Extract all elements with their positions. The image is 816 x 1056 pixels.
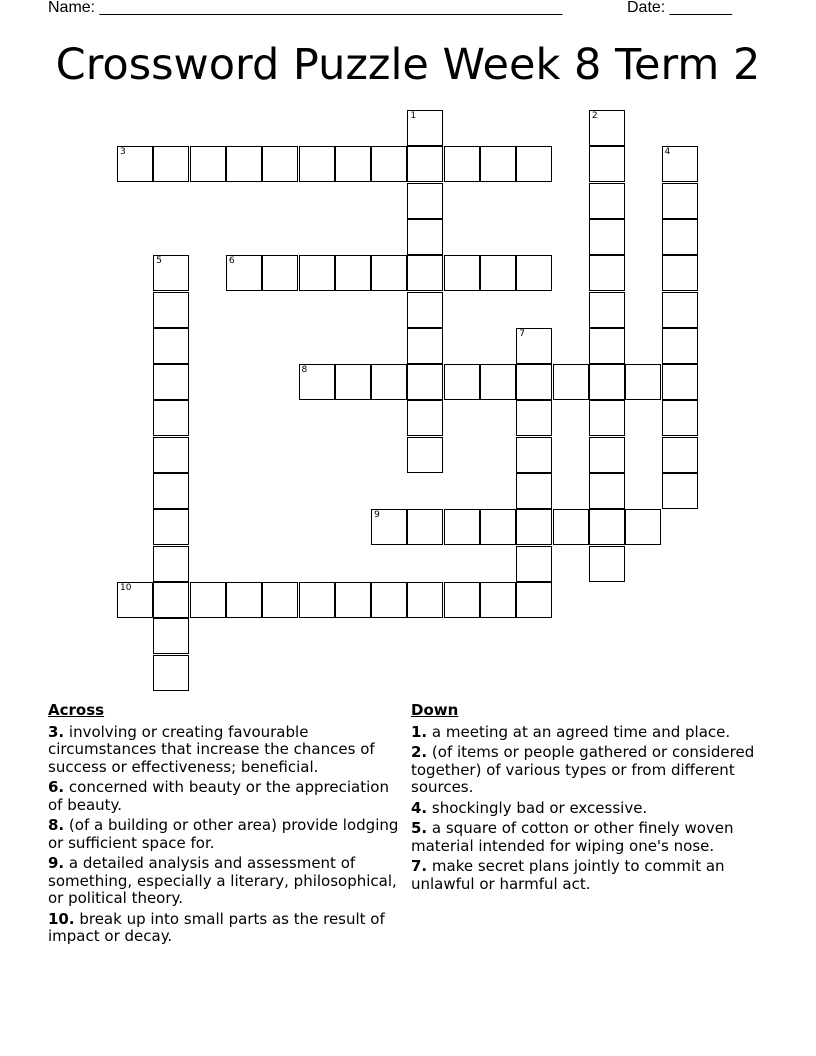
grid-cell[interactable] — [335, 364, 371, 400]
across-clue — [48, 724, 400, 777]
grid-cell[interactable] — [662, 364, 698, 400]
grid-cell[interactable] — [589, 183, 625, 219]
date-field[interactable]: Date: _______ — [627, 0, 732, 16]
grid-cell[interactable] — [371, 255, 407, 291]
grid-cell[interactable] — [589, 292, 625, 328]
clue-text: shockingly bad or excessive. — [427, 798, 648, 817]
clue-number: 4 — [664, 147, 671, 158]
grid-cell[interactable] — [407, 437, 443, 473]
clue-number: 2. — [411, 743, 428, 761]
down-clue — [411, 724, 763, 742]
grid-cell[interactable] — [371, 582, 407, 618]
clue-number: 6. — [48, 778, 65, 796]
grid-cell[interactable] — [444, 364, 480, 400]
down-clue — [411, 800, 763, 818]
clue-text: a square of cotton or other finely woven material intended for wiping one's nose. — [411, 819, 734, 855]
grid-cell[interactable] — [371, 146, 407, 182]
grid-cell[interactable] — [662, 255, 698, 291]
grid-cell[interactable] — [299, 582, 335, 618]
grid-cell[interactable] — [516, 328, 552, 364]
across-clue — [48, 855, 400, 908]
clue-text: a meeting at an agreed time and place. — [427, 722, 731, 741]
grid-cell[interactable] — [480, 509, 516, 545]
grid-cell[interactable] — [190, 582, 226, 618]
grid-cell[interactable] — [299, 255, 335, 291]
grid-cell[interactable] — [480, 146, 516, 182]
grid-cell[interactable] — [444, 255, 480, 291]
clue-number: 2 — [591, 111, 598, 121]
grid-cell[interactable] — [662, 328, 698, 364]
grid-cell[interactable] — [589, 255, 625, 291]
grid-cell[interactable] — [226, 582, 262, 618]
grid-cell[interactable] — [516, 146, 552, 182]
grid-cell[interactable] — [589, 473, 625, 509]
across-clues — [48, 702, 400, 949]
clue-number: 1 — [410, 111, 417, 121]
clue-text: break up into small parts as the result of impact or decay. — [48, 909, 385, 945]
grid-cell[interactable] — [407, 183, 443, 219]
grid-cell[interactable] — [589, 328, 625, 364]
grid-cell[interactable] — [589, 219, 625, 255]
page-title: Crossword Puzzle Week 8 Term 2 — [55, 40, 761, 90]
down-clue — [411, 744, 763, 797]
clue-text: (of items or people gathered or considered together) of various types or from different sources. — [411, 743, 755, 796]
clue-number: 3. — [48, 722, 65, 741]
grid-cell[interactable] — [662, 219, 698, 255]
grid-cell[interactable] — [480, 255, 516, 291]
grid-cell[interactable] — [407, 400, 443, 436]
grid-cell[interactable] — [335, 255, 371, 291]
clue-number: 10 — [120, 582, 132, 593]
grid-cell[interactable] — [516, 364, 552, 400]
grid-cell[interactable] — [444, 146, 480, 182]
grid-cell[interactable] — [589, 146, 625, 182]
grid-cell[interactable] — [589, 509, 625, 545]
grid-cell[interactable] — [153, 328, 189, 364]
grid-cell[interactable] — [516, 473, 552, 509]
grid-cell[interactable] — [153, 655, 189, 691]
clue-text: concerned with beauty or the appreciation of beauty. — [48, 778, 389, 814]
grid-cell[interactable] — [117, 146, 153, 182]
grid-cell[interactable] — [335, 146, 371, 182]
grid-cell[interactable] — [407, 110, 443, 146]
grid-cell[interactable] — [516, 509, 552, 545]
grid-cell[interactable] — [516, 255, 552, 291]
grid-cell[interactable] — [226, 146, 262, 182]
clue-number: 6 — [228, 256, 235, 267]
grid-cell[interactable] — [153, 255, 189, 291]
grid-cell[interactable] — [407, 146, 443, 182]
clue-text: involving or creating favourable circumstances that increase the chances of success or effectiveness; beneficial. — [48, 722, 375, 776]
grid-cell[interactable] — [153, 546, 189, 582]
grid-cell[interactable] — [371, 509, 407, 545]
across-clue — [48, 817, 400, 852]
grid-cell[interactable] — [153, 364, 189, 400]
across-heading: Across — [48, 701, 105, 719]
grid-cell[interactable] — [444, 509, 480, 545]
grid-cell[interactable] — [407, 509, 443, 545]
grid-cell[interactable] — [371, 364, 407, 400]
grid-cell[interactable] — [662, 437, 698, 473]
grid-cell[interactable] — [262, 582, 298, 618]
across-clue — [48, 911, 400, 946]
grid-cell[interactable] — [662, 400, 698, 436]
clue-text: make secret plans jointly to commit an unlawful or harmful act. — [411, 857, 725, 893]
down-clue — [411, 858, 763, 893]
clue-number: 5. — [411, 819, 428, 837]
grid-cell[interactable] — [589, 364, 625, 400]
clue-text: a detailed analysis and assessment of something, especially a literary, philosophical, or political theory. — [48, 854, 397, 907]
grid-cell[interactable] — [407, 292, 443, 328]
grid-cell[interactable] — [407, 328, 443, 364]
clue-number: 7 — [519, 328, 526, 339]
grid-cell[interactable] — [589, 546, 625, 582]
grid-cell[interactable] — [153, 582, 189, 618]
grid-cell[interactable] — [589, 110, 625, 146]
grid-cell[interactable] — [117, 582, 153, 618]
clue-number: 8 — [301, 365, 308, 376]
down-clues — [411, 702, 763, 896]
grid-cell[interactable] — [662, 473, 698, 509]
clue-number: 5 — [156, 256, 163, 267]
grid-cell[interactable] — [553, 509, 589, 545]
down-clue — [411, 820, 763, 855]
grid-cell[interactable] — [516, 400, 552, 436]
clue-number: 1. — [411, 722, 428, 741]
grid-cell[interactable] — [153, 292, 189, 328]
grid-cell[interactable] — [589, 437, 625, 473]
grid-cell[interactable] — [153, 146, 189, 182]
grid-cell[interactable] — [553, 364, 589, 400]
grid-cell[interactable] — [444, 582, 480, 618]
grid-cell[interactable] — [153, 437, 189, 473]
grid-cell[interactable] — [480, 364, 516, 400]
grid-cell[interactable] — [407, 364, 443, 400]
grid-cell[interactable] — [407, 219, 443, 255]
grid-cell[interactable] — [407, 255, 443, 291]
clue-number: 3 — [120, 147, 126, 158]
grid-cell[interactable] — [262, 255, 298, 291]
grid-cell[interactable] — [262, 146, 298, 182]
grid-cell[interactable] — [516, 437, 552, 473]
across-clue — [48, 779, 400, 814]
grid-cell[interactable] — [407, 582, 443, 618]
grid-cell[interactable] — [625, 509, 661, 545]
clue-number: 9. — [48, 854, 65, 872]
grid-cell[interactable] — [153, 400, 189, 436]
grid-cell[interactable] — [190, 146, 226, 182]
grid-cell[interactable] — [153, 618, 189, 654]
grid-cell[interactable] — [153, 509, 189, 545]
clue-number: 4. — [411, 798, 428, 817]
grid-cell[interactable] — [226, 255, 262, 291]
grid-cell[interactable] — [662, 292, 698, 328]
grid-cell[interactable] — [299, 364, 335, 400]
grid-cell[interactable] — [153, 473, 189, 509]
grid-cell[interactable] — [516, 582, 552, 618]
clue-text: (of a building or other area) provide lodging or sufficient space for. — [48, 816, 399, 852]
down-heading: Down — [411, 701, 459, 719]
name-field[interactable]: Name: ____________________________________________________ — [48, 0, 563, 16]
grid-cell[interactable] — [589, 400, 625, 436]
clue-number: 8. — [48, 816, 65, 834]
grid-cell[interactable] — [335, 582, 371, 618]
grid-cell[interactable] — [516, 546, 552, 582]
clue-number: 7. — [411, 857, 428, 875]
grid-cell[interactable] — [299, 146, 335, 182]
grid-cell[interactable] — [480, 582, 516, 618]
grid-cell[interactable] — [625, 364, 661, 400]
clue-number: 9 — [374, 510, 380, 521]
clue-number: 10. — [48, 909, 75, 928]
grid-cell[interactable] — [662, 183, 698, 219]
grid-cell[interactable] — [662, 146, 698, 182]
